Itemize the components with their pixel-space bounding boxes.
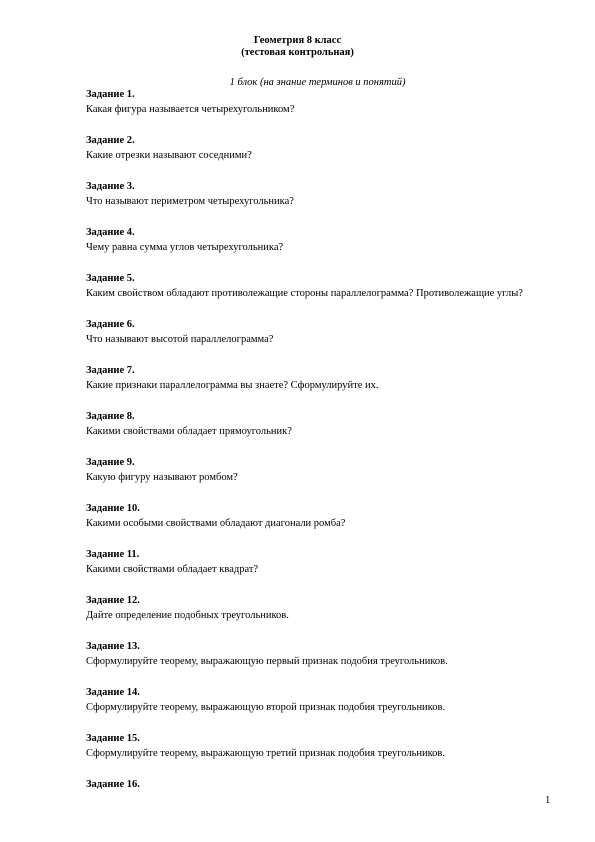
document-subtitle: (тестовая контрольная) bbox=[241, 47, 354, 58]
task-question: Что называют периметром четырехугольника? bbox=[86, 196, 294, 207]
task-item bbox=[86, 456, 556, 484]
task-label: Задание 11. bbox=[86, 549, 140, 560]
task-item bbox=[86, 272, 556, 300]
task-item bbox=[86, 732, 556, 760]
task-label: Задание 16. bbox=[86, 779, 140, 790]
page-number: 1 bbox=[545, 795, 551, 806]
task-item bbox=[86, 548, 556, 576]
task-question: Каким свойством обладают противолежащие стороны параллелограмма? Противолежащие углы? bbox=[86, 288, 523, 299]
task-label: Задание 1. bbox=[86, 89, 135, 100]
task-item bbox=[86, 778, 556, 791]
task-question: Чему равна сумма углов четырехугольника? bbox=[86, 242, 284, 253]
task-label: Задание 5. bbox=[86, 273, 135, 284]
task-question: Дайте определение подобных треугольников. bbox=[86, 610, 289, 621]
task-question: Сформулируйте теорему, выражающую третий признак подобия треугольников. bbox=[86, 748, 446, 759]
task-item bbox=[86, 88, 556, 116]
document-title: Геометрия 8 класс bbox=[253, 35, 342, 46]
block-heading: 1 блок (на знание терминов и понятий) bbox=[229, 77, 406, 88]
task-item bbox=[86, 594, 556, 622]
task-item bbox=[86, 410, 556, 438]
task-question: Какими особыми свойствами обладают диагонали ромба? bbox=[86, 518, 346, 529]
task-item bbox=[86, 640, 556, 668]
task-label: Задание 12. bbox=[86, 595, 140, 606]
task-item bbox=[86, 364, 556, 392]
task-item bbox=[86, 134, 556, 162]
task-question: Сформулируйте теорему, выражающую второй признак подобия треугольников. bbox=[86, 702, 446, 713]
task-item bbox=[86, 686, 556, 714]
task-question: Какая фигура называется четырехугольником? bbox=[86, 104, 295, 115]
task-question: Сформулируйте теорему, выражающую первый признак подобия треугольников. bbox=[86, 656, 448, 667]
task-label: Задание 6. bbox=[86, 319, 135, 330]
task-item bbox=[86, 226, 556, 254]
task-question: Какими свойствами обладает квадрат? bbox=[86, 564, 259, 575]
task-item bbox=[86, 502, 556, 530]
task-question: Какую фигуру называют ромбом? bbox=[86, 472, 238, 483]
task-label: Задание 2. bbox=[86, 135, 135, 146]
task-label: Задание 10. bbox=[86, 503, 140, 514]
task-label: Задание 15. bbox=[86, 733, 140, 744]
task-question: Какие отрезки называют соседними? bbox=[86, 150, 252, 161]
task-label: Задание 4. bbox=[86, 227, 135, 238]
task-question: Какие признаки параллелограмма вы знаете? Сформулируйте их. bbox=[86, 380, 379, 391]
task-label: Задание 7. bbox=[86, 365, 135, 376]
task-label: Задание 14. bbox=[86, 687, 140, 698]
task-label: Задание 9. bbox=[86, 457, 135, 468]
task-question: Что называют высотой параллелограмма? bbox=[86, 334, 274, 345]
task-list bbox=[86, 88, 556, 809]
task-item bbox=[86, 180, 556, 208]
task-label: Задание 13. bbox=[86, 641, 140, 652]
task-question: Какими свойствами обладает прямоугольник? bbox=[86, 426, 292, 437]
task-item bbox=[86, 318, 556, 346]
task-label: Задание 3. bbox=[86, 181, 135, 192]
task-label: Задание 8. bbox=[86, 411, 135, 422]
